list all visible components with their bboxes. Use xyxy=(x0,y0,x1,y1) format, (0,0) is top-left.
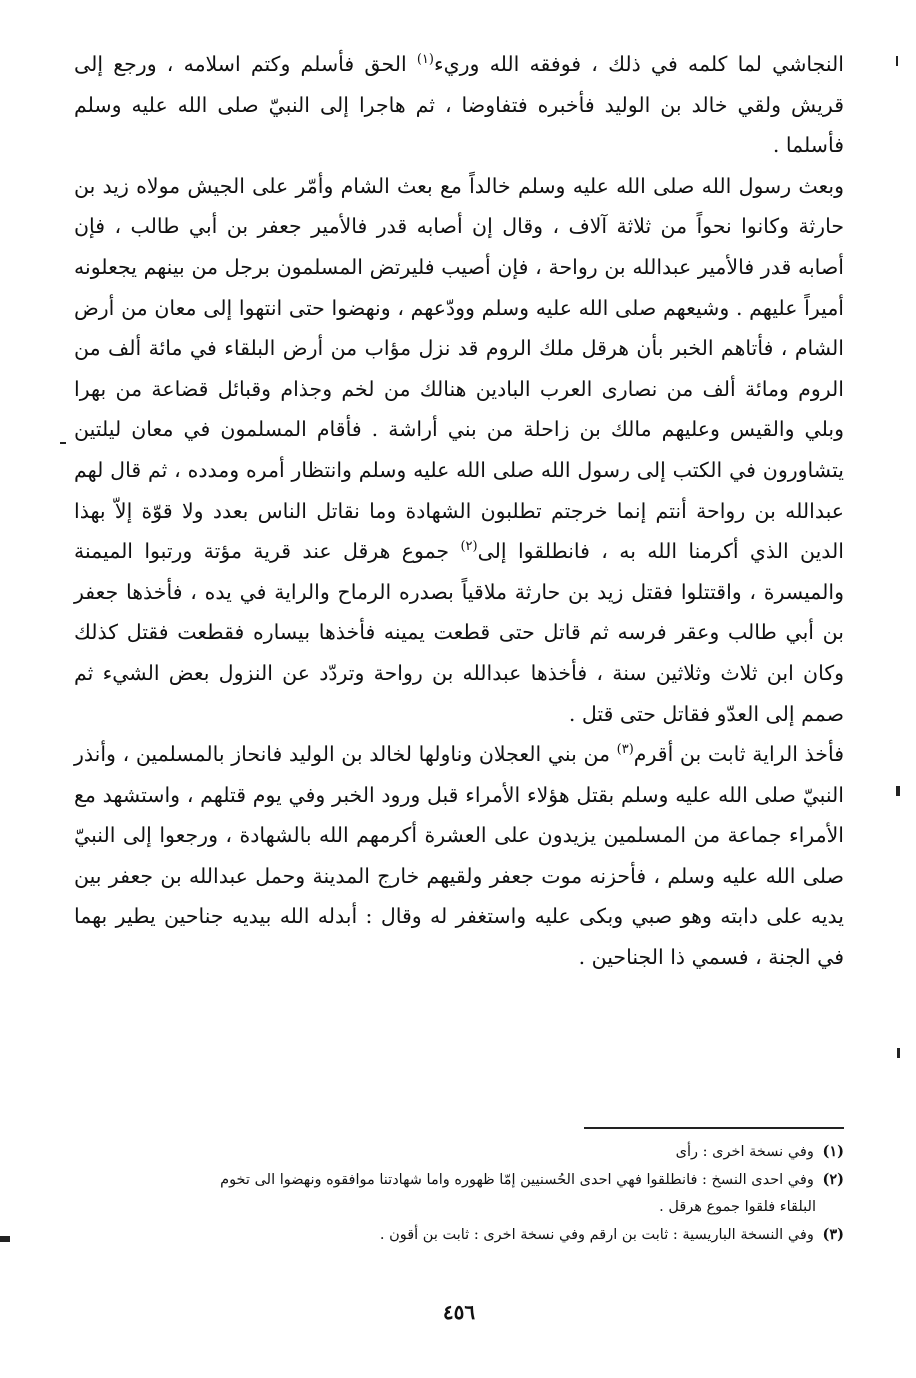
scan-mark xyxy=(60,442,66,444)
footnote-text: وفي احدى النسخ : فانطلقوا فهي احدى الحُسنيين إمّا ظهوره واما شهادتنا موافقوه ونهضوا الى تخوم xyxy=(220,1172,814,1188)
footnote-3 xyxy=(74,1221,844,1249)
book-page xyxy=(74,44,844,1344)
page-number: ٤٥٦ xyxy=(442,1300,476,1324)
footnote-ref-2: (٢) xyxy=(460,539,478,555)
paragraph-2: وبعث رسول الله صلى الله عليه وسلم خالداً مع بعث الشام وأمّر على الجيش مولاه زيد بن حارثة وكانوا نحواً من ثلاثة آلاف ، وقال إن أصابه قدر فالأمير جعفر بن أبي طالب ، فإن أصابه قدر فالأمير عبدالله بن رواحة ، فإن أصيب فليرتض المسلمون برجل من بينهم يجعلونه أميراً عليهم . وشيعهم صلى الله عليه وسلم وودّعهم ، ونهضوا حتى انتهوا إلى معان من أرض الشام ، فأتاهم الخبر بأن هرقل ملك الروم قد نزل مؤاب من أرض البلقاء في مائة ألف من الروم ومائة ألف من نصارى العرب البادين هنالك من لخم وجذام وقبائل قضاعة من بهرا وبلي والقيس وعليهم مالك بن زاحلة من بني أراشة . فأقام المسلمون في معان ليلتين يتشاورون في الكتب إلى رسول الله صلى الله عليه وسلم وانتظار أمره ومدده ، ثم قال لهم عبدالله بن رواحة أنتم إنما خرجتم تطلبون الشهادة وما نقاتل الناس بعدد ولا قوّة إلاّ بهذا الدين الذي أكرمنا الله به ، فانطلقوا إلى$^{(٢)}$ جموع هرقل عند قرية مؤتة ورتبوا الميمنة والميسرة ، واقتتلوا فقتل زيد بن حارثة ملاقياً بصدره الرماح والراية في يده ، فأخذها جعفر بن أبي طالب وعقر فرسه ثم قاتل حتى قطعت يمينه فأخذها بيساره فقطعت فقتل كذلك وكان ابن ثلاث وثلاثين سنة ، فأخذها عبدالله بن رواحة وتردّد عن النزول بعض الشيء ثم صمم إلى العدّو فقاتل حتى قتل . xyxy=(74,173,844,726)
scan-mark xyxy=(897,1048,900,1058)
footnote-2-continuation: البلقاء فلقوا جموع هرقل . xyxy=(659,1199,816,1215)
paragraph-1: النجاشي لما كلمه في ذلك ، فوفقه الله وريء$^{(١)}$ الحق فأسلم وكتم اسلامه ، ورجع إلى قريش ولقي خالد بن الوليد فأخبره فتفاوضا ، ثم هاجرا إلى النبيّ صلى الله عليه وسلم فأسلما . xyxy=(74,52,844,158)
footnote-text: وفي النسخة الباريسية : ثابت بن ارقم وفي نسخة اخرى : ثابت بن أقون . xyxy=(379,1227,814,1243)
footnote-number: (٢) xyxy=(822,1171,844,1188)
scan-mark xyxy=(896,56,898,66)
footnote-2 xyxy=(74,1166,844,1194)
footnote-divider xyxy=(584,1127,844,1129)
footnote-number: (٣) xyxy=(822,1226,844,1243)
footnote-text: وفي نسخة اخرى : رأى xyxy=(675,1144,814,1160)
scan-mark xyxy=(0,1236,10,1242)
footnote-ref-1: (١) xyxy=(416,52,434,68)
footnote-1 xyxy=(74,1138,844,1166)
scan-mark xyxy=(896,786,900,796)
footnote-number: (١) xyxy=(822,1143,844,1160)
paragraph-3: فأخذ الراية ثابت بن أقرم$^{(٣)}$ من بني العجلان وناولها لخالد بن الوليد فانحاز بالمسلمين ، وأنذر النبيّ صلى الله عليه وسلم بقتل هؤلاء الأمراء قبل ورود الخبر وفي يوم قتلهم ، واستشهد مع الأمراء جماعة من المسلمين يزيدون على العشرة أكرمهم الله بالشهادة ، ورجعوا إلى النبيّ صلى الله عليه وسلم ، فأحزنه موت جعفر ولقيهم خارج المدينة وحمل عبدالله بن جعفر بين يديه على دابته وهو صبي وبكى عليه واستغفر له وقال : أبدله الله بيديه جناحين يطير بهما في الجنة ، فسمي ذا الجناحين . xyxy=(74,742,844,970)
main-text xyxy=(74,44,844,978)
footnote-ref-3: (٣) xyxy=(616,742,634,758)
footnotes xyxy=(74,1138,844,1249)
